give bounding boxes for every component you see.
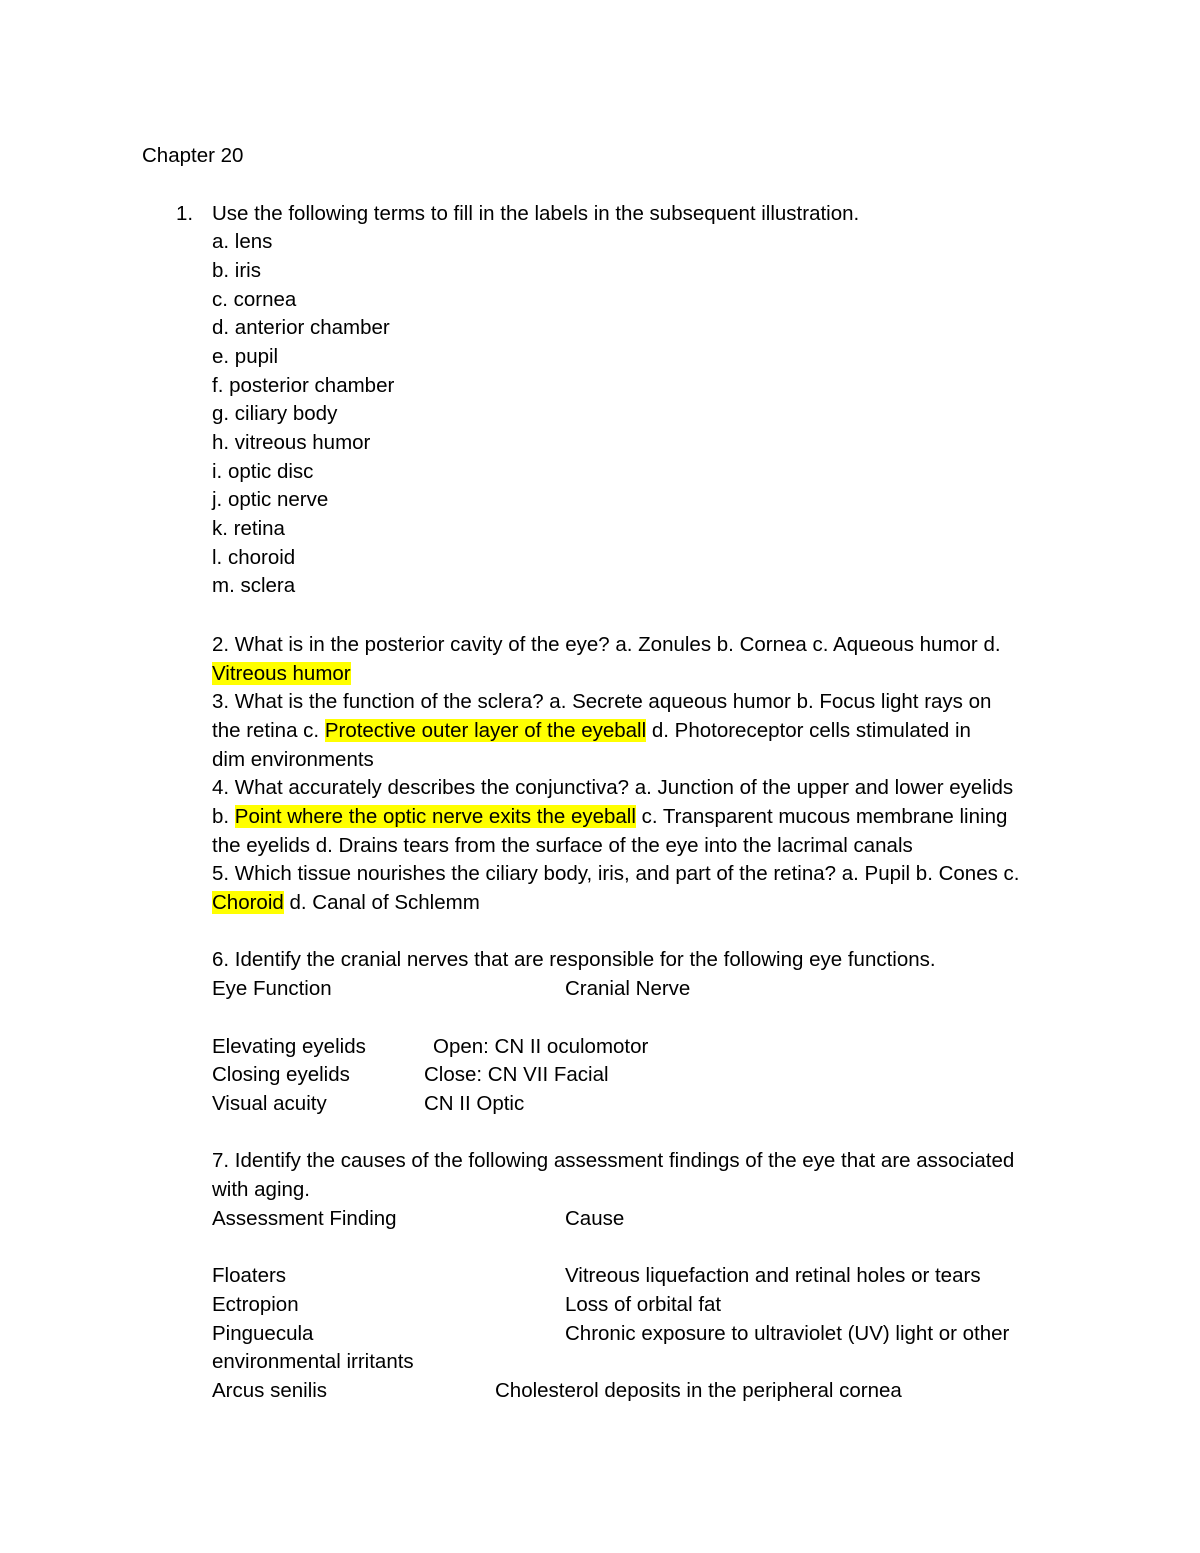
q4-highlighted-answer: Point where the optic nerve exits the eyeball [234,805,636,828]
q7-prompt: 7. Identify the causes of the following assessment findings of the eye that are associated [212,1149,1015,1172]
q6-header-right: Cranial Nerve [565,977,691,1000]
q6-row-nerve: Close: CN VII Facial [424,1063,609,1086]
q2-highlighted-answer: Vitreous humor [212,662,351,685]
q7-row-finding: Arcus senilis [212,1379,328,1402]
q7-row-finding: Floaters [212,1264,287,1287]
q3-text-continued: dim environments [212,748,374,771]
q5-text: 5. Which tissue nourishes the ciliary body, iris, and part of the retina? a. Pupil b. Cones c. [212,862,1020,885]
q4-text: 4. What accurately describes the conjunctiva? a. Junction of the upper and lower eyelids [212,776,1014,799]
q4-answer-line [212,803,1007,831]
q3-answer-line [212,717,971,745]
q5-text-after: d. Canal of Schlemm [283,891,480,914]
q7-prompt-continued: with aging. [212,1178,311,1201]
q7-row-cause: Vitreous liquefaction and retinal holes or tears [565,1264,981,1287]
q7-row-finding: Pinguecula [212,1322,314,1345]
q1-term: m. sclera [212,574,296,597]
q1-term: a. lens [212,230,273,253]
q1-term: f. posterior chamber [212,374,395,397]
q7-header-left: Assessment Finding [212,1207,397,1230]
q2-answer-line [212,660,351,688]
q6-row-nerve: CN II Optic [424,1092,525,1115]
q1-term: i. optic disc [212,460,314,483]
q7-row-finding: Ectropion [212,1293,299,1316]
q4-text-continued: the eyelids d. Drains tears from the surface of the eye into the lacrimal canals [212,834,913,857]
q4-text-after: c. Transparent mucous membrane lining [635,805,1008,828]
q1-term: k. retina [212,517,285,540]
q1-prompt: Use the following terms to fill in the labels in the subsequent illustration. [212,202,860,225]
q3-text-before: the retina c. [212,719,325,742]
q3-text: 3. What is the function of the sclera? a. Secrete aqueous humor b. Focus light rays on [212,690,992,713]
q7-row-cause: Chronic exposure to ultraviolet (UV) light or other [565,1322,1010,1345]
q5-highlighted-answer: Choroid [212,891,284,914]
q6-row-function: Closing eyelids [212,1063,350,1086]
q1-number: 1. [176,202,194,225]
q7-header-right: Cause [565,1207,625,1230]
q6-row-nerve: Open: CN II oculomotor [433,1035,649,1058]
q3-text-after: d. Photoreceptor cells stimulated in [646,719,971,742]
q6-header-left: Eye Function [212,977,332,1000]
q5-answer-line [212,889,480,917]
q7-row-cause: Loss of orbital fat [565,1293,722,1316]
q1-term: e. pupil [212,345,279,368]
q7-row-finding-continued: environmental irritants [212,1350,414,1373]
q4-text-before: b. [212,805,235,828]
q1-term: d. anterior chamber [212,316,390,339]
q7-row-cause: Cholesterol deposits in the peripheral cornea [495,1379,902,1402]
q1-term: g. ciliary body [212,402,338,425]
q1-term: b. iris [212,259,261,282]
q1-term: h. vitreous humor [212,431,371,454]
q1-term: l. choroid [212,546,296,569]
chapter-title: Chapter 20 [142,144,244,167]
q3-highlighted-answer: Protective outer layer of the eyeball [324,719,647,742]
q1-term: c. cornea [212,288,297,311]
q6-prompt: 6. Identify the cranial nerves that are responsible for the following eye functions. [212,948,936,971]
q1-term: j. optic nerve [212,488,329,511]
q2-text: 2. What is in the posterior cavity of the eye? a. Zonules b. Cornea c. Aqueous humor d. [212,633,1001,656]
q6-row-function: Elevating eyelids [212,1035,366,1058]
q6-row-function: Visual acuity [212,1092,327,1115]
